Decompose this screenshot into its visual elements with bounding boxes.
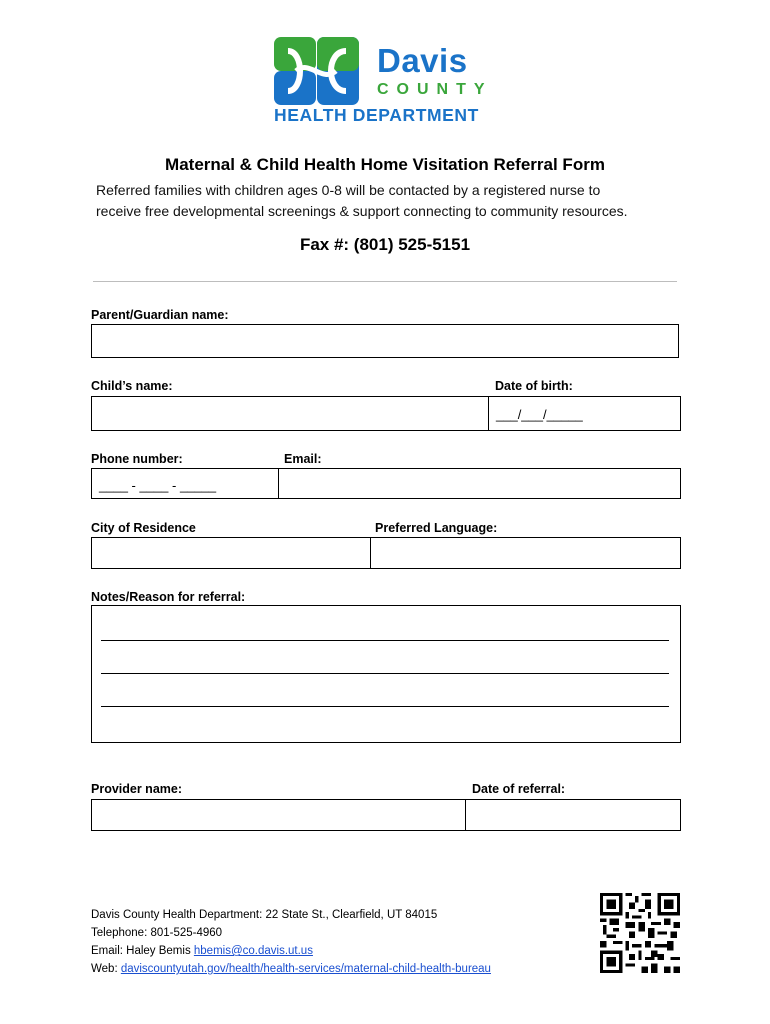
web-line	[91, 960, 491, 978]
email-link[interactable]: hbemis@co.davis.ut.us	[193, 945, 313, 957]
provider-label: Provider name:	[91, 782, 183, 796]
email-prefix: Email: Haley Bemis	[91, 945, 194, 957]
child-name-field[interactable]	[91, 396, 491, 431]
fax-number: Fax #: (801) 525-5151	[299, 235, 471, 254]
email-line	[91, 942, 491, 960]
city-label: City of Residence	[91, 521, 196, 535]
form-title: Maternal & Child Health Home Visitation Referral Form	[165, 155, 605, 174]
intro-line-1: Referred families with children ages 0-8 will be contacted by a registered nurse to	[96, 182, 601, 198]
notes-line	[101, 673, 669, 674]
language-field[interactable]	[370, 537, 681, 569]
web-link[interactable]: daviscountyutah.gov/health/health-services/maternal-child-health-bureau	[120, 963, 491, 975]
phone-label: Phone number:	[91, 452, 183, 466]
notes-label: Notes/Reason for referral:	[91, 590, 246, 604]
logo-department: HEALTH DEPARTMENT	[274, 105, 479, 125]
form-intro	[96, 180, 696, 222]
intro-line-2: receive free developmental screenings & support connecting to community resources.	[96, 203, 628, 219]
logo-county: COUNTY	[377, 81, 493, 98]
notes-line	[101, 706, 669, 707]
referral-date-field[interactable]	[465, 799, 681, 831]
email-field[interactable]	[278, 468, 681, 499]
parent-name-field[interactable]	[91, 324, 679, 358]
provider-field[interactable]	[91, 799, 468, 831]
referral-date-label: Date of referral:	[472, 782, 566, 796]
dob-label: Date of birth:	[495, 379, 573, 393]
address-text: Davis County Health Department: 22 State St., Clearfield, UT 84015	[91, 909, 438, 921]
contact-info	[91, 906, 491, 978]
notes-line	[101, 640, 669, 641]
dob-placeholder: ___/___/_____	[496, 407, 583, 422]
parent-name-label: Parent/Guardian name:	[91, 308, 229, 322]
child-name-label: Child’s name:	[91, 379, 173, 393]
qr-code-icon[interactable]	[600, 893, 680, 973]
telephone-text: Telephone: 801-525-4960	[91, 927, 223, 939]
phone-placeholder: ____ - ____ - _____	[99, 478, 217, 493]
web-prefix: Web:	[91, 963, 121, 975]
notes-field[interactable]	[91, 605, 681, 743]
logo-wordmark: Davis	[377, 42, 468, 79]
davis-county-logo-icon	[274, 37, 359, 105]
city-field[interactable]	[91, 537, 372, 569]
language-label: Preferred Language:	[375, 521, 498, 535]
email-label: Email:	[284, 452, 322, 466]
divider	[93, 281, 677, 282]
